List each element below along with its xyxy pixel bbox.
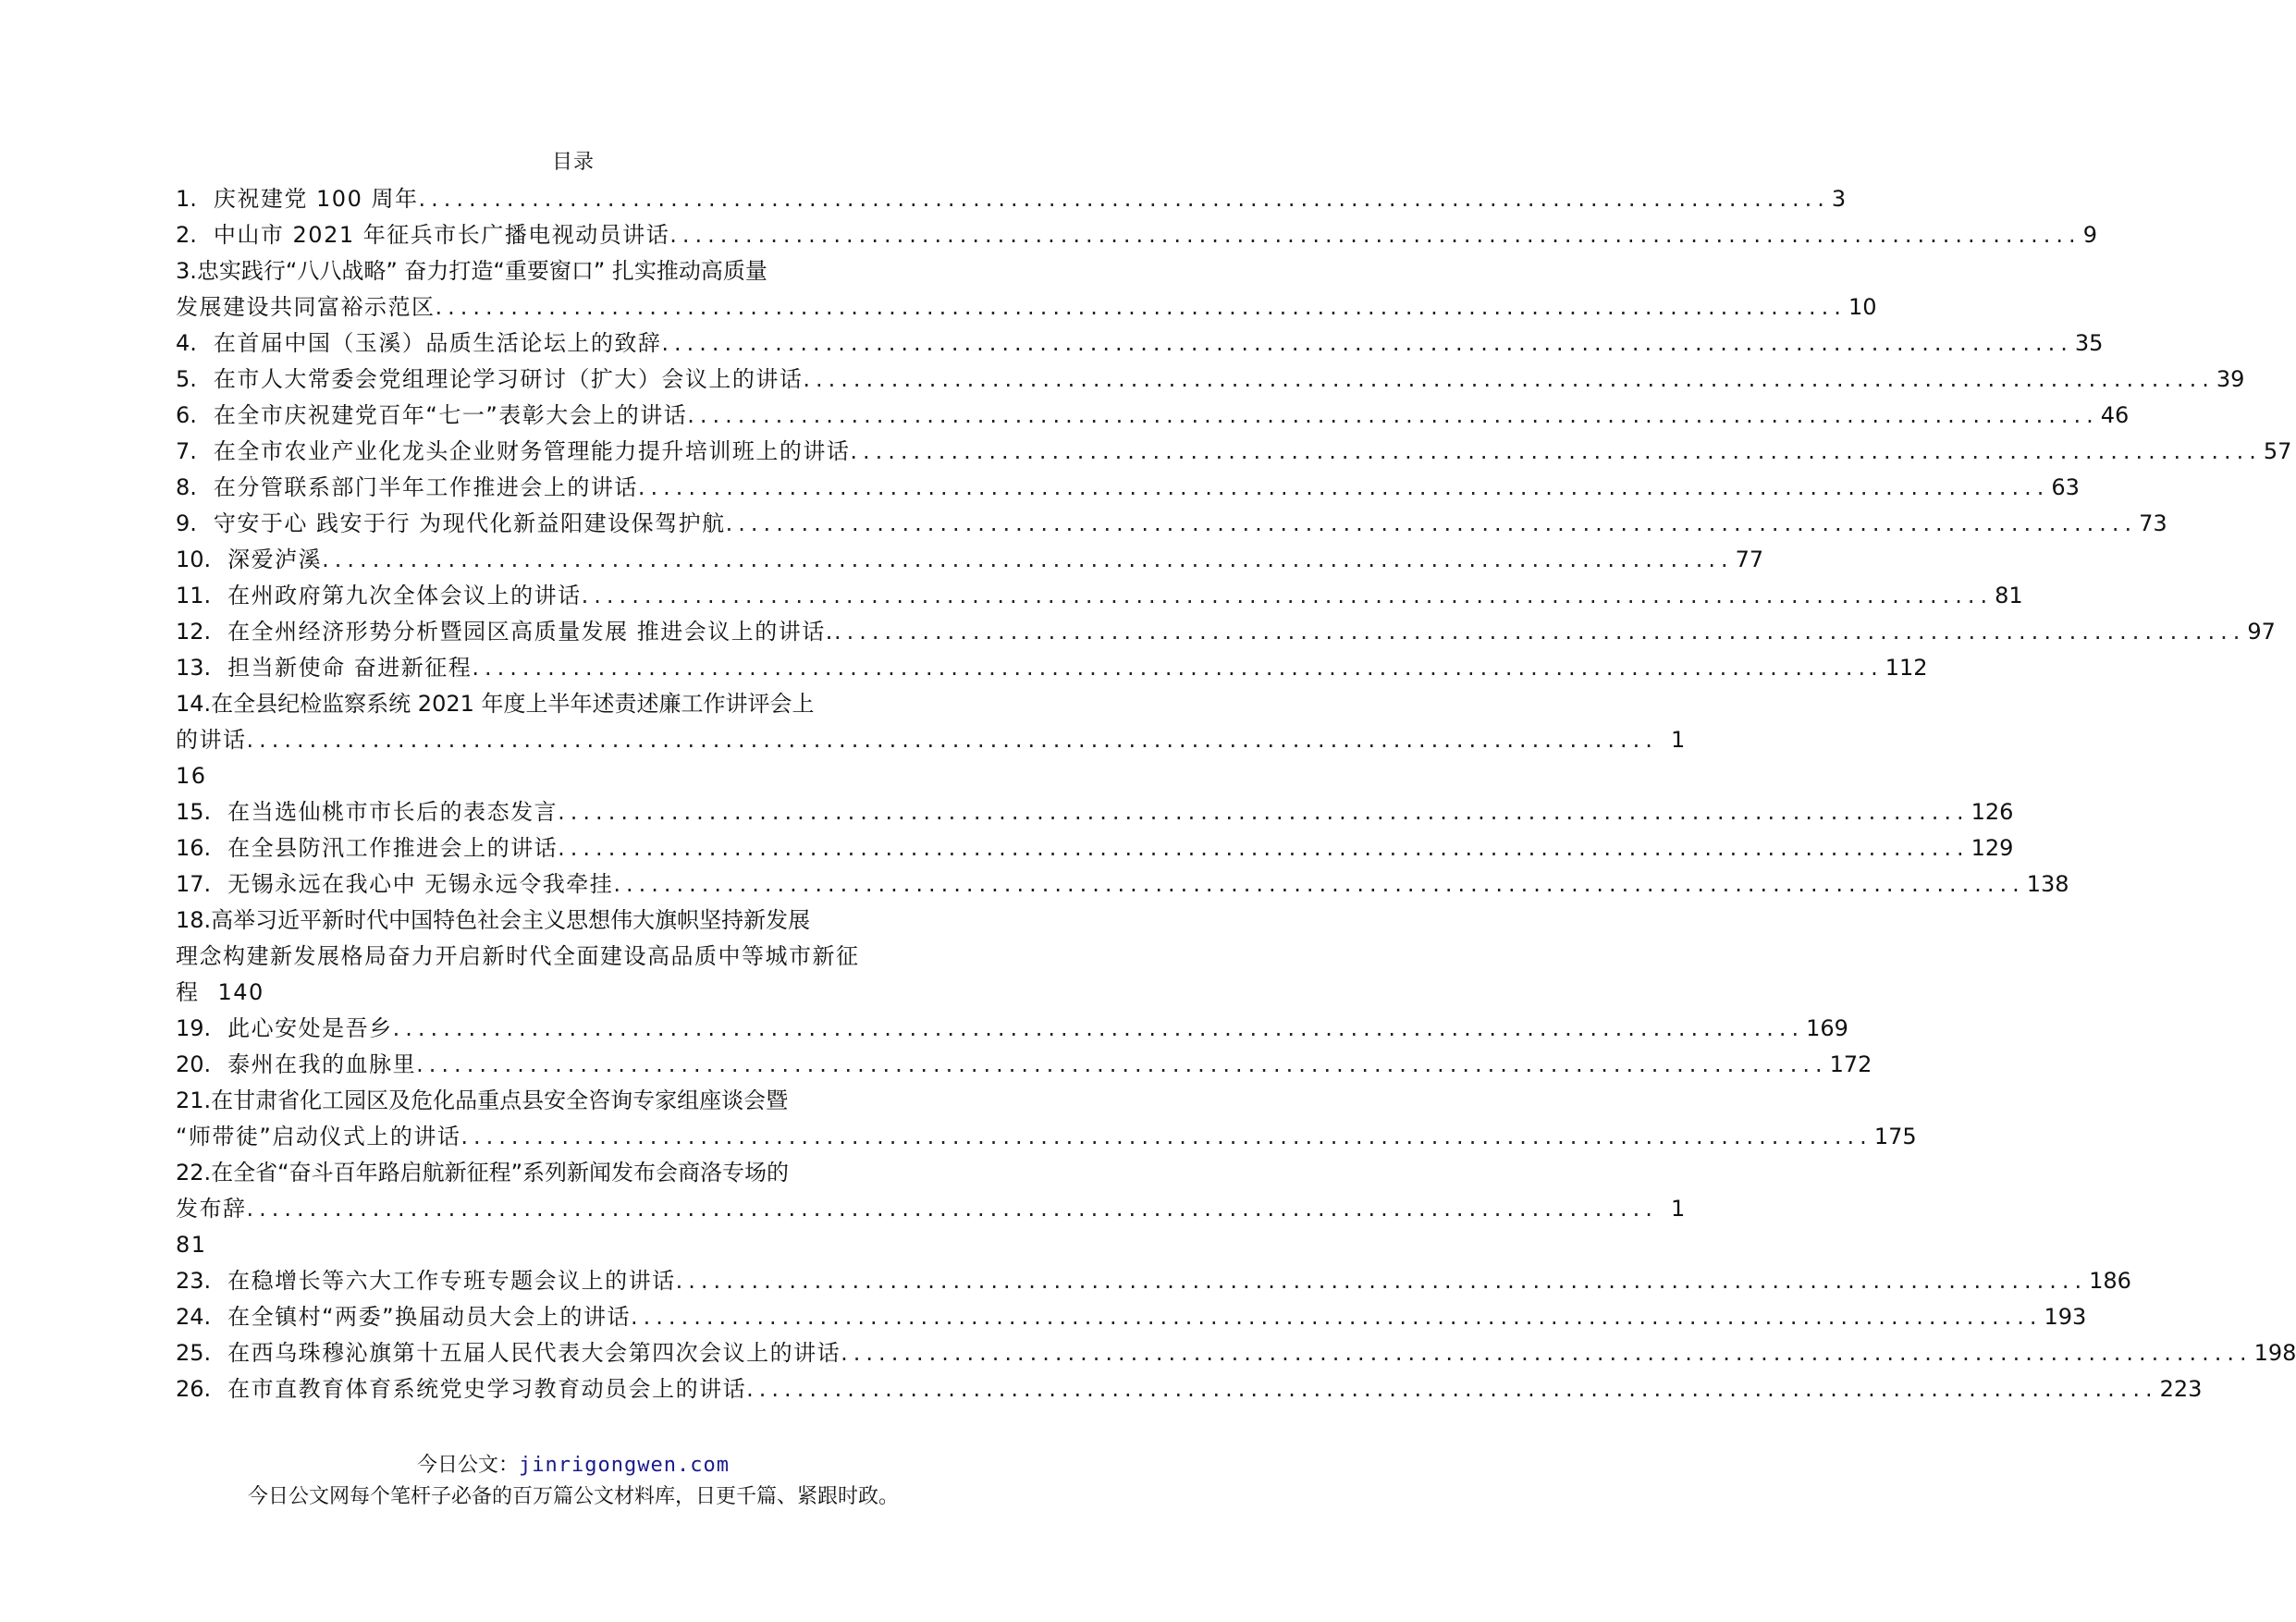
toc-entry-page: 1 xyxy=(1670,1196,1686,1222)
toc-entry[interactable] xyxy=(176,1011,1848,1047)
toc-entry-line xyxy=(176,181,1847,217)
toc-entry-title: 忠实践行“八八战略” 奋力打造“重要窗口” 扎实推动高质量 xyxy=(196,258,767,284)
toc-entry-title: 担当新使命 奋进新征程 xyxy=(227,655,473,681)
toc-entry-number: 20. xyxy=(176,1051,212,1077)
toc-entry-title: 在全市庆祝建党百年“七一”表彰大会上的讲话 xyxy=(213,402,688,428)
toc-entry-page: 129 xyxy=(1971,835,2014,861)
toc-entry-number: 22. xyxy=(176,1160,212,1186)
toc-entry[interactable] xyxy=(176,1371,2203,1407)
toc-leader-dots xyxy=(638,470,2049,506)
toc-entry[interactable] xyxy=(176,1155,1686,1263)
toc-leader-dots xyxy=(582,578,1993,614)
toc-entry-number: 1. xyxy=(176,186,197,212)
toc-entry-page-continuation: 16 xyxy=(176,763,207,789)
toc-entry-title: 在甘肃省化工园区及危化品重点县安全咨询专家组座谈会暨 xyxy=(211,1087,789,1113)
toc-entry-number: 2. xyxy=(176,222,197,248)
toc-leader-dots xyxy=(460,1119,1872,1155)
toc-entry-page: 186 xyxy=(2089,1268,2131,1294)
toc-entry[interactable] xyxy=(176,866,2069,903)
toc-entry-page: 1 xyxy=(1670,727,1686,753)
toc-entry-title: 泰州在我的血脉里 xyxy=(227,1051,417,1077)
toc-leader-dots xyxy=(393,1011,1804,1047)
toc-entry-continuation: 发布辞 xyxy=(176,1196,247,1222)
footer xyxy=(0,1450,1147,1513)
toc-entry[interactable] xyxy=(176,217,2097,253)
toc-leader-dots xyxy=(613,866,2024,903)
toc-entry-line xyxy=(176,1263,2131,1299)
toc-entry-page: 140 xyxy=(217,979,264,1005)
toc-entry[interactable] xyxy=(176,830,2014,866)
toc-entry-line xyxy=(176,722,1686,758)
toc-entry[interactable] xyxy=(176,1299,2087,1335)
toc-entry-title: 高举习近平新时代中国特色社会主义思想伟大旗帜坚持新发展 xyxy=(211,907,811,933)
toc-entry-page: 73 xyxy=(2139,510,2167,536)
toc-entry-page: 46 xyxy=(2100,402,2130,428)
toc-entry-title: 庆祝建党 100 周年 xyxy=(213,186,419,212)
toc-leader-dots xyxy=(416,1047,1827,1083)
toc-entry-page: 223 xyxy=(2159,1376,2203,1402)
toc-entry[interactable] xyxy=(176,1263,2131,1299)
toc-leader-dots xyxy=(631,1299,2042,1335)
toc-entry-number: 18. xyxy=(176,907,212,933)
toc-entry-number: 14. xyxy=(176,691,212,717)
toc-entry-number: 11. xyxy=(176,583,212,608)
toc-entry-line xyxy=(176,470,2080,506)
toc-entry-number: 16. xyxy=(176,835,212,861)
toc-entry[interactable] xyxy=(176,686,1686,794)
toc-entry-title: 在全县防汛工作推进会上的讲话 xyxy=(227,835,559,861)
toc-entry-page: 97 xyxy=(2247,619,2276,645)
toc-entry[interactable] xyxy=(176,1047,1872,1083)
toc-entry-line xyxy=(176,434,2292,470)
toc-entry-number: 12. xyxy=(176,619,212,645)
toc-leader-dots xyxy=(669,217,2081,253)
toc-entry-continuation: 理念构建新发展格局奋力开启新时代全面建设高品质中等城市新征 xyxy=(176,943,860,969)
toc-entry[interactable] xyxy=(176,470,2080,506)
toc-leader-dots xyxy=(661,326,2072,362)
toc-entry-title: 在全市农业产业化龙头企业财务管理能力提升培训班上的讲话 xyxy=(213,438,851,464)
toc-entry-title: 在首届中国（玉溪）品质生活论坛上的致辞 xyxy=(213,330,662,356)
toc-entry-number: 26. xyxy=(176,1376,212,1402)
toc-entry[interactable] xyxy=(176,542,1764,578)
toc-entry-title: 守安于心 践安于行 为现代化新益阳建设保驾护航 xyxy=(213,510,726,536)
toc-entry-line xyxy=(176,903,971,939)
toc-entry-page: 57 xyxy=(2263,438,2292,464)
toc-entry[interactable] xyxy=(176,650,1928,686)
toc-entry-title: 在全州经济形势分析暨园区高质量发展 推进会议上的讲话. xyxy=(227,619,834,645)
toc-entry-number: 8. xyxy=(176,474,197,500)
toc-entry-number: 9. xyxy=(176,510,197,536)
toc-entry-page: 175 xyxy=(1873,1124,1917,1149)
toc-entry-title: 在市直教育体育系统党史学习教育动员会上的讲话 xyxy=(227,1376,747,1402)
toc-entry-line xyxy=(176,542,1764,578)
toc-entry-title: 在分管联系部门半年工作推进会上的讲话 xyxy=(213,474,638,500)
toc-leader-dots xyxy=(676,1263,2087,1299)
toc-entry-page: 138 xyxy=(2026,871,2069,897)
toc-entry-line xyxy=(176,1299,2087,1335)
toc-entry-line xyxy=(176,1155,971,1191)
toc-leader-dots xyxy=(472,650,1883,686)
toc-leader-dots xyxy=(436,289,1847,326)
toc-entry[interactable] xyxy=(176,434,2292,470)
toc-entry-number: 13. xyxy=(176,655,212,681)
toc-entry-line xyxy=(176,686,971,722)
toc-leader-dots xyxy=(418,181,1829,217)
toc-entry-page: 126 xyxy=(1971,799,2014,825)
toc-entry-line xyxy=(176,289,1877,326)
toc-title: 目录 xyxy=(551,151,595,174)
toc-entry[interactable] xyxy=(176,1083,1917,1155)
toc-entry-page: 63 xyxy=(2051,474,2080,500)
toc-entry-line xyxy=(176,1119,1917,1155)
toc-entry[interactable] xyxy=(176,181,1847,217)
toc-entry-title: 在全镇村“两委”换届动员大会上的讲话 xyxy=(227,1304,632,1330)
toc-entry-line xyxy=(176,362,2245,398)
toc-leader-dots xyxy=(746,1371,2157,1407)
toc-entry-page: 9 xyxy=(2082,222,2097,248)
toc-entry[interactable] xyxy=(176,794,2014,830)
footer-label: 今日公文： xyxy=(417,1454,520,1477)
toc-entry[interactable] xyxy=(176,614,2276,650)
toc-entry[interactable] xyxy=(176,398,2130,434)
toc-leader-dots xyxy=(558,794,1969,830)
toc-entry-number: 19. xyxy=(176,1015,212,1041)
toc-entry-page: 81 xyxy=(1995,583,2023,608)
toc-entry-line xyxy=(176,578,2023,614)
toc-entry-line xyxy=(176,650,1928,686)
toc-entry[interactable] xyxy=(176,326,2104,362)
toc-entry-page: 112 xyxy=(1885,655,1928,681)
toc-entry-number: 6. xyxy=(176,402,197,428)
toc-entry-line xyxy=(176,1047,1872,1083)
toc-entry-line xyxy=(176,398,2130,434)
toc-entry-line xyxy=(176,326,2104,362)
toc-leader-dots xyxy=(803,362,2214,398)
toc-entry[interactable] xyxy=(176,578,2023,614)
toc-entry-page: 10 xyxy=(1848,294,1877,320)
toc-entry-continuation: “师带徒”启动仪式上的讲话 xyxy=(176,1124,461,1149)
toc-entry-number: 7. xyxy=(176,438,197,464)
toc-entry-line xyxy=(176,217,2097,253)
toc-entry-number: 23. xyxy=(176,1268,212,1294)
toc-leader-dots xyxy=(247,1191,1658,1227)
footer-site-link[interactable]: jinrigongwen.com xyxy=(519,1454,730,1477)
toc-entry-number: 25. xyxy=(176,1340,212,1366)
toc-entry-line xyxy=(176,975,971,1011)
toc-leader-dots xyxy=(247,722,1658,758)
toc-entry[interactable] xyxy=(176,506,2167,542)
toc-entry-page: 77 xyxy=(1735,547,1764,572)
toc-entry-page: 39 xyxy=(2216,366,2245,392)
toc-entry-line xyxy=(176,614,2276,650)
toc-entry-page: 3 xyxy=(1831,186,1847,212)
toc-entry[interactable] xyxy=(176,1335,2296,1371)
toc-entry-line xyxy=(176,1335,2296,1371)
toc-entry-title: 此心安处是吾乡 xyxy=(227,1015,393,1041)
toc-entry-line xyxy=(176,1083,971,1119)
toc-entry-number: 3. xyxy=(176,258,197,284)
toc-entry-page: 172 xyxy=(1829,1051,1872,1077)
toc-entry[interactable] xyxy=(176,362,2245,398)
toc-entry-title: 在稳增长等六大工作专班专题会议上的讲话 xyxy=(227,1268,676,1294)
toc-entry-continuation: 程 xyxy=(176,979,200,1005)
toc-entry-continuation: 的讲话 xyxy=(176,727,247,753)
footer-source-line xyxy=(0,1450,1147,1481)
toc-leader-dots xyxy=(687,398,2098,434)
toc-entry-title: 在西乌珠穆沁旗第十五届人民代表大会第四次会议上的讲话 xyxy=(227,1340,841,1366)
toc-entry-title: 在全县纪检监察系统 2021 年度上半年述责述廉工作讲评会上 xyxy=(211,691,815,717)
toc-entry-line xyxy=(176,830,2014,866)
toc-leader-dots xyxy=(850,434,2261,470)
toc-entry-title: 在市人大常委会党组理论学习研讨（扩大）会议上的讲话 xyxy=(213,366,804,392)
toc-entry-page: 193 xyxy=(2044,1304,2087,1330)
toc-entry-page: 169 xyxy=(1806,1015,1848,1041)
footer-tagline: 今日公文网每个笔杆子必备的百万篇公文材料库，日更千篇、紧跟时政。 xyxy=(247,1485,899,1508)
toc-leader-dots xyxy=(726,506,2137,542)
toc-entry-line xyxy=(176,1191,1686,1227)
toc-entry[interactable] xyxy=(176,253,1877,326)
toc-leader-dots xyxy=(322,542,1733,578)
toc-entry-line xyxy=(176,506,2167,542)
toc-entry-number: 21. xyxy=(176,1087,212,1113)
toc-entry-line xyxy=(176,1011,1848,1047)
toc-leader-dots xyxy=(841,1335,2252,1371)
toc-leader-dots xyxy=(834,614,2245,650)
toc-entry-number: 17. xyxy=(176,871,212,897)
toc-entry-line xyxy=(176,866,2069,903)
toc-entry-title: 无锡永远在我心中 无锡永远令我牵挂 xyxy=(227,871,614,897)
toc-leader-dots xyxy=(558,830,1969,866)
table-of-contents xyxy=(176,181,2296,1407)
toc-entry-number: 24. xyxy=(176,1304,212,1330)
toc-entry-number: 10. xyxy=(176,547,212,572)
toc-entry-number: 4. xyxy=(176,330,197,356)
toc-entry-page: 35 xyxy=(2074,330,2104,356)
toc-entry-title: 在当选仙桃市市长后的表态发言 xyxy=(227,799,559,825)
toc-entry-number: 5. xyxy=(176,366,197,392)
toc-entry-page: 198 xyxy=(2253,1340,2296,1366)
toc-entry-title: 中山市 2021 年征兵市长广播电视动员讲话 xyxy=(213,222,670,248)
toc-entry[interactable] xyxy=(176,903,971,1011)
toc-entry-number: 15. xyxy=(176,799,212,825)
toc-entry-continuation: 发展建设共同富裕示范区 xyxy=(176,294,436,320)
toc-entry-title: 在州政府第九次全体会议上的讲话 xyxy=(227,583,582,608)
toc-entry-line xyxy=(176,794,2014,830)
toc-entry-title: 深爱泸溪 xyxy=(227,547,323,572)
toc-entry-title: 在全省“奋斗百年路启航新征程”系列新闻发布会商洛专场的 xyxy=(211,1160,790,1186)
toc-entry-line xyxy=(176,1371,2203,1407)
toc-entry-page-continuation: 81 xyxy=(176,1232,207,1258)
toc-entry-line xyxy=(176,253,971,289)
